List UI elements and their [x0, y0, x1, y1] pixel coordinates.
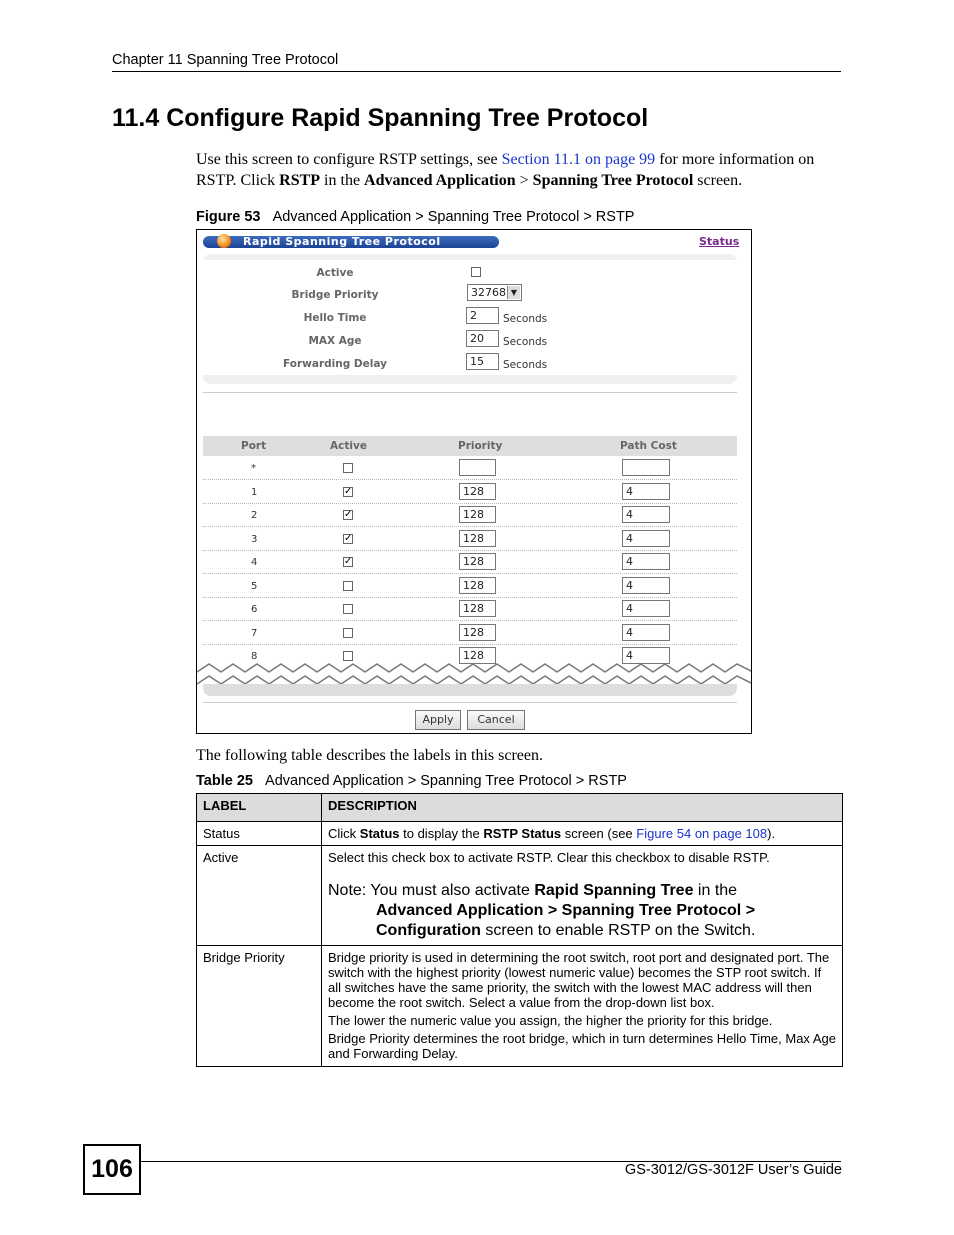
note-bold: Advanced Application > Spanning Tree Protocol > [376, 902, 756, 919]
apply-button[interactable]: Apply [415, 710, 461, 730]
table-row [197, 822, 843, 846]
port-priority-input[interactable]: 128 [459, 624, 496, 641]
port-table-header [203, 436, 737, 456]
port-row [203, 621, 737, 645]
status-link[interactable]: Status [699, 235, 740, 248]
intro-bold: RSTP [279, 172, 321, 189]
port-active-checkbox[interactable]: ✓ [344, 532, 353, 544]
section-title: 11.4 Configure Rapid Spanning Tree Protocol [112, 104, 649, 132]
row-description [322, 846, 843, 946]
bridge-priority-value: 32768 [471, 286, 506, 299]
port-path-cost-input[interactable]: 4 [622, 624, 670, 641]
desc-text: Bridge priority is used in determining the root switch, root port and designated port. The switch with the highest priority (lowest numeric value) becomes the STP root switch. If all switches have the same priority, the switch with the lowest MAC address will then become the root switch. Select a value from the drop-down list box. [328, 950, 830, 1010]
intro-bold: Spanning Tree Protocol [532, 172, 694, 189]
port-priority-input[interactable]: 128 [459, 553, 496, 570]
section-link[interactable]: Section 11.1 on page 99 [501, 151, 656, 168]
guide-title: GS-3012/GS-3012F User’s Guide [624, 1162, 842, 1178]
desc-text: ). [767, 826, 776, 841]
port-number: 6 [251, 604, 258, 615]
rstp-screenshot [196, 229, 752, 734]
port-active-checkbox[interactable]: ✓ [344, 556, 353, 567]
row-label: Bridge Priority [197, 946, 322, 1067]
port-priority-input[interactable] [459, 459, 496, 476]
intro-text: screen. [693, 172, 743, 189]
desc-text: Bridge Priority determines the root bridge, which in turn determines Hello Time, Max Age and Forwarding Delay. [328, 1031, 836, 1061]
desc-text: to display the [399, 826, 484, 841]
active-row [203, 260, 737, 284]
bridge-priority-select[interactable] [467, 284, 522, 301]
desc-text: screen (see [561, 826, 637, 841]
port-path-cost-input[interactable]: 4 [622, 600, 670, 617]
figure-caption-text: Advanced Application > Spanning Tree Protocol > RSTP [272, 209, 635, 225]
figure-link[interactable]: Figure 54 on page 108 [636, 826, 768, 841]
active-checkbox[interactable] [471, 267, 481, 277]
port-row [203, 574, 737, 598]
table-row [197, 946, 843, 1067]
hello-time-units: Seconds [503, 313, 548, 325]
max-age-units: Seconds [503, 336, 548, 348]
intro-text: for more information on RSTP. Click [196, 151, 815, 189]
port-row [203, 597, 737, 621]
max-age-row [203, 329, 737, 353]
port-rows [197, 456, 752, 676]
port-path-cost-input[interactable]: 4 [622, 506, 670, 523]
max-age-input[interactable]: 20 [466, 330, 499, 347]
bridge-priority-row [203, 283, 737, 307]
table-row [197, 846, 843, 946]
screen-title: Rapid Spanning Tree Protocol [243, 235, 441, 248]
hello-time-label: Hello Time [303, 312, 367, 324]
note-line [328, 881, 836, 901]
port-row [203, 550, 737, 574]
port-row [203, 456, 737, 480]
forwarding-delay-label: Forwarding Delay [283, 358, 387, 370]
forwarding-delay-row [203, 352, 737, 375]
port-priority-input[interactable]: 128 [459, 530, 496, 547]
port-path-cost-input[interactable] [622, 459, 670, 476]
port-path-cost-input[interactable]: 4 [622, 647, 670, 664]
note-bold: Configuration [376, 922, 481, 939]
following-text: The following table describes the labels in this screen. [196, 747, 544, 764]
desc-bold: RSTP Status [483, 826, 562, 841]
port-number: 1 [251, 486, 258, 498]
bridge-priority-label: Bridge Priority [291, 289, 379, 301]
port-priority-input[interactable]: 128 [459, 647, 496, 664]
note-line [328, 921, 836, 941]
th-priority: Priority [458, 440, 503, 452]
port-active-checkbox[interactable] [343, 463, 353, 473]
desc-text: The lower the numeric value you assign, the higher the priority for this bridge. [328, 1013, 773, 1028]
port-path-cost-input[interactable]: 4 [622, 577, 670, 594]
port-priority-input[interactable]: 128 [459, 600, 496, 617]
port-row [203, 480, 737, 504]
header-rule [112, 71, 841, 72]
hello-time-row [203, 306, 737, 330]
description-table [196, 793, 843, 1067]
th-path-cost: Path Cost [620, 440, 677, 452]
col-label-header: LABEL [197, 794, 322, 822]
intro-text: Use this screen to configure RSTP settings, see [196, 151, 502, 168]
chevron-down-icon: ▼ [507, 286, 520, 299]
table-header-row [197, 794, 843, 822]
port-number: 5 [251, 580, 258, 592]
intro-text: > [515, 172, 533, 189]
desc-text: Select this check box to activate RSTP. Clear this checkbox to disable RSTP. [328, 850, 770, 865]
desc-text: Click [328, 826, 360, 841]
port-active-checkbox[interactable]: ✓ [344, 509, 353, 520]
desc-bold: Status [359, 826, 400, 841]
note-line [328, 901, 836, 921]
table-caption-text: Advanced Application > Spanning Tree Protocol > RSTP [265, 773, 627, 789]
row-description [322, 946, 843, 1067]
page-number: 106 [83, 1144, 141, 1195]
figure-caption [196, 209, 634, 225]
port-priority-input[interactable]: 128 [459, 506, 496, 523]
max-age-label: MAX Age [308, 335, 362, 347]
th-active: Active [330, 440, 367, 452]
hello-time-input[interactable]: 2 [466, 307, 499, 324]
port-path-cost-input[interactable]: 4 [622, 530, 670, 547]
col-desc-header: DESCRIPTION [322, 794, 843, 822]
port-number: 4 [251, 557, 258, 568]
port-priority-input[interactable]: 128 [459, 577, 496, 594]
row-label: Active [197, 846, 322, 946]
port-number: 8 [251, 651, 258, 662]
divider [203, 392, 737, 393]
port-path-cost-input[interactable]: 4 [622, 553, 670, 570]
port-number: 2 [251, 510, 258, 521]
port-number: 7 [251, 627, 258, 639]
port-active-checkbox[interactable]: ✓ [344, 485, 353, 497]
active-label: Active [316, 267, 354, 279]
port-row [203, 527, 737, 551]
note-text: Note: You must also activate [328, 882, 535, 899]
table-footer-bar [203, 684, 737, 696]
note-text: screen to enable RSTP on the Switch. [480, 922, 756, 939]
note [328, 881, 836, 941]
port-number: 3 [251, 533, 258, 545]
port-active-checkbox[interactable] [343, 628, 353, 638]
table-caption [196, 773, 627, 789]
row-description [322, 822, 843, 846]
intro-text: in the [320, 172, 365, 189]
forwarding-delay-input[interactable]: 15 [466, 353, 499, 370]
note-text: in the [693, 882, 738, 899]
intro-paragraph [196, 149, 846, 191]
port-priority-input[interactable]: 128 [459, 483, 496, 500]
forwarding-delay-units: Seconds [503, 359, 548, 371]
divider [203, 702, 737, 703]
intro-bold: Advanced Application [364, 172, 516, 189]
running-header: Chapter 11 Spanning Tree Protocol [112, 52, 339, 68]
table-label: Table 25 [196, 773, 253, 789]
row-label: Status [197, 822, 322, 846]
port-path-cost-input[interactable]: 4 [622, 483, 670, 500]
port-active-checkbox[interactable] [343, 581, 353, 591]
note-bold: Rapid Spanning Tree [534, 882, 694, 899]
port-number: * [251, 463, 256, 474]
figure-label: Figure 53 [196, 209, 261, 225]
th-port: Port [241, 440, 267, 452]
orb-icon [217, 234, 231, 248]
port-active-checkbox[interactable] [343, 604, 353, 614]
cancel-button[interactable]: Cancel [467, 710, 525, 730]
port-row [203, 503, 737, 527]
